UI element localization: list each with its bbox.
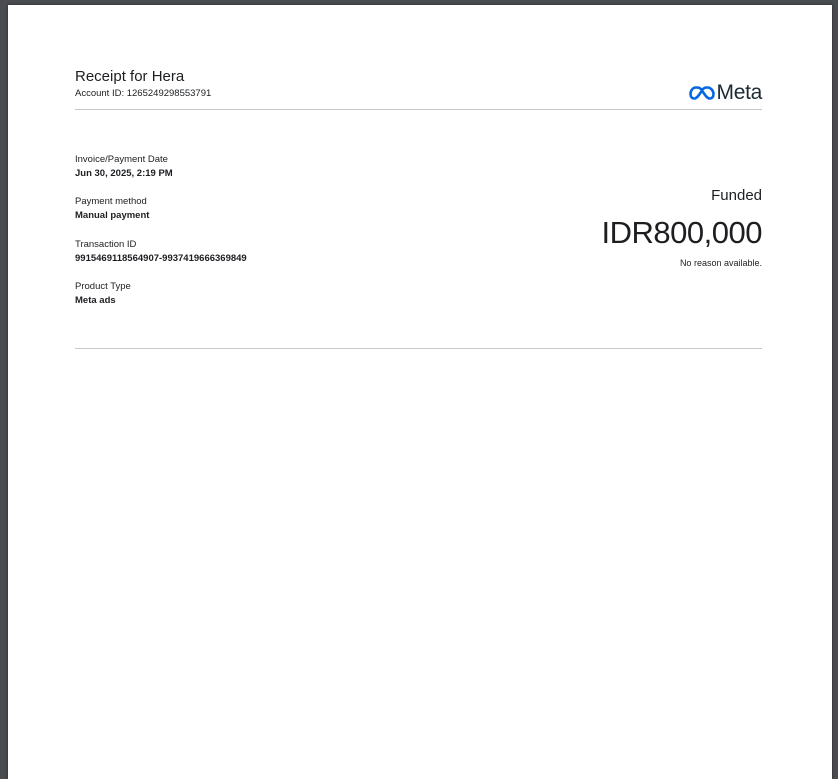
- account-id: Account ID: 1265249298553791: [75, 88, 212, 99]
- transaction-id-label: Transaction ID: [75, 239, 137, 250]
- meta-infinity-icon: [689, 85, 715, 101]
- meta-logo: [689, 82, 763, 104]
- receipt-title: Receipt for Hera: [75, 68, 185, 85]
- header-divider: [75, 109, 762, 110]
- payment-status: Funded: [711, 187, 762, 204]
- payment-method-value: Manual payment: [75, 210, 150, 221]
- invoice-date-value: Jun 30, 2025, 2:19 PM: [75, 168, 173, 179]
- receipt-page: [8, 5, 832, 779]
- transaction-id-value: 9915469118564907-9937419666369849: [75, 253, 247, 264]
- product-type-value: Meta ads: [75, 295, 116, 306]
- payment-amount: IDR800,000: [601, 215, 762, 250]
- transaction-id-field: [75, 239, 247, 266]
- meta-logo-text: Meta: [716, 81, 762, 104]
- status-reason: No reason available.: [679, 258, 762, 268]
- payment-summary: [502, 186, 762, 268]
- payment-method-label: Payment method: [75, 196, 147, 207]
- invoice-date-label: Invoice/Payment Date: [75, 154, 168, 165]
- invoice-date-field: [75, 154, 173, 181]
- receipt-header: [75, 68, 762, 110]
- payment-method-field: [75, 196, 149, 223]
- footer-divider: [75, 348, 762, 349]
- product-type-label: Product Type: [75, 281, 131, 292]
- product-type-field: [75, 281, 131, 308]
